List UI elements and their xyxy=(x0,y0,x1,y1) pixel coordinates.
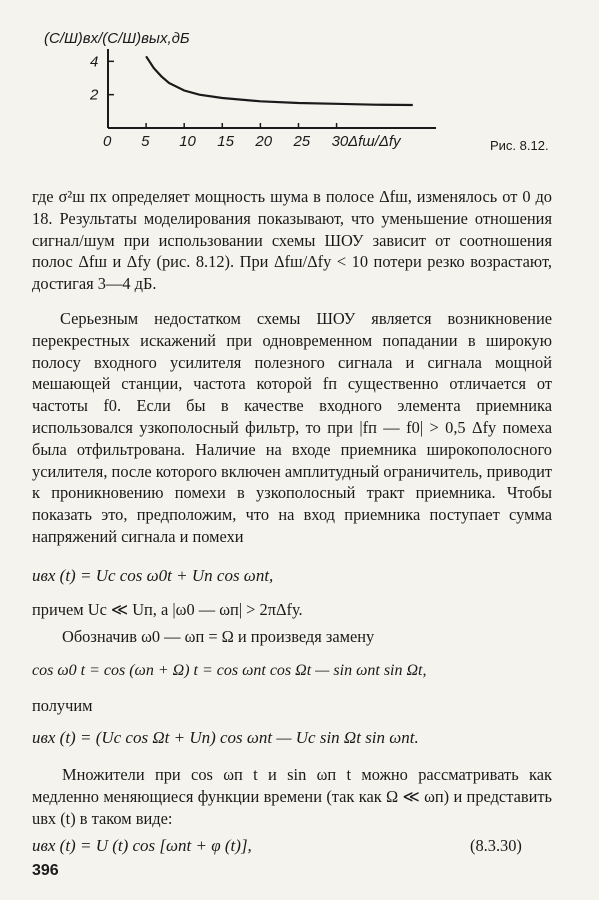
equation-4: uвх (t) = U (t) cos [ωпt + φ (t)], xyxy=(32,836,252,855)
x-tick-label: 10 xyxy=(179,133,196,150)
substitution-line: Обозначив ω0 — ωп = Ω и произведя замену xyxy=(62,627,375,646)
equation-3: uвх (t) = (Uс cos Ωt + Uп) cos ωпt — Uс sin Ωt sin ωпt. xyxy=(32,728,419,747)
page-number: 396 xyxy=(32,862,59,879)
result-intro: получим xyxy=(32,696,93,715)
x-tick-label: 15 xyxy=(217,133,234,150)
x-tick-label: 30 xyxy=(331,133,349,150)
chart-axes xyxy=(108,49,436,128)
paragraph-2: Серьезным недостатком схемы ШОУ является возникновение перекрестных искажений при одновременном попадании в широкую полосу входного усилителя полезного сигнала и сигнала мощной мешающей станции, частота которой fп существенно отличается от частоты f0. Если бы в качестве входного элемента приемника использовался узкополосный фильтр, то при |fп — f0| > 0,5 Δfу помеха была отфильтрована. Наличие на входе приемника широкополосного усилителя, после которого включен амплитудный ограничитель, приводит к проникновению помехи в узкополосный тракт приемника. Чтобы показать это, предположим, что на вход приемника поступает сумма напряжений сигнала и помехи xyxy=(32,309,552,546)
figure-x-label: Δfш/Δfу xyxy=(348,133,401,150)
x-tick-label: 20 xyxy=(255,133,273,150)
paragraph-1: где σ²ш пх определяет мощность шума в полосе Δfш, изменялось от 0 до 18. Результаты моделирования показывают, что уменьшение отношения сигнал/шум при использовании схемы ШОУ зависит от соотношения полос Δfш и Δfу (рис. 8.12). При Δfш/Δfу < 10 потери резко возрастают, достигая 3—4 дБ. xyxy=(32,187,552,294)
equation-2: cos ω0 t = cos (ωп + Ω) t = cos ωпt cos Ωt — sin ωпt sin Ωt, xyxy=(32,662,427,679)
figure-caption: Рис. 8.12. xyxy=(490,138,549,153)
figure-8-12 xyxy=(28,18,588,168)
y-tick-label: 2 xyxy=(90,86,99,104)
data-curve xyxy=(146,56,413,105)
condition-line: причем Uс ≪ Uп, а |ω0 — ωп| > 2πΔfу. xyxy=(32,600,303,619)
figure-y-label: (С/Ш)вх/(С/Ш)вых,дБ xyxy=(44,30,190,47)
x-tick-label: 0 xyxy=(103,133,112,150)
equation-1: uвх (t) = Uс cos ω0t + Uп cos ωпt, xyxy=(32,566,274,585)
equation-4-number: (8.3.30) xyxy=(470,836,522,855)
paragraph-3: Множители при cos ωп t и sin ωп t можно рассматривать как медленно меняющиеся функции времени (так как Ω ≪ ωп) и представить uвх (t) в таком виде: xyxy=(32,765,552,828)
y-tick-label: 4 xyxy=(90,53,99,71)
chart-curve-group xyxy=(146,56,413,105)
x-tick-label: 25 xyxy=(293,133,311,150)
x-tick-label: 5 xyxy=(141,133,150,150)
y-tick-group xyxy=(89,53,114,103)
